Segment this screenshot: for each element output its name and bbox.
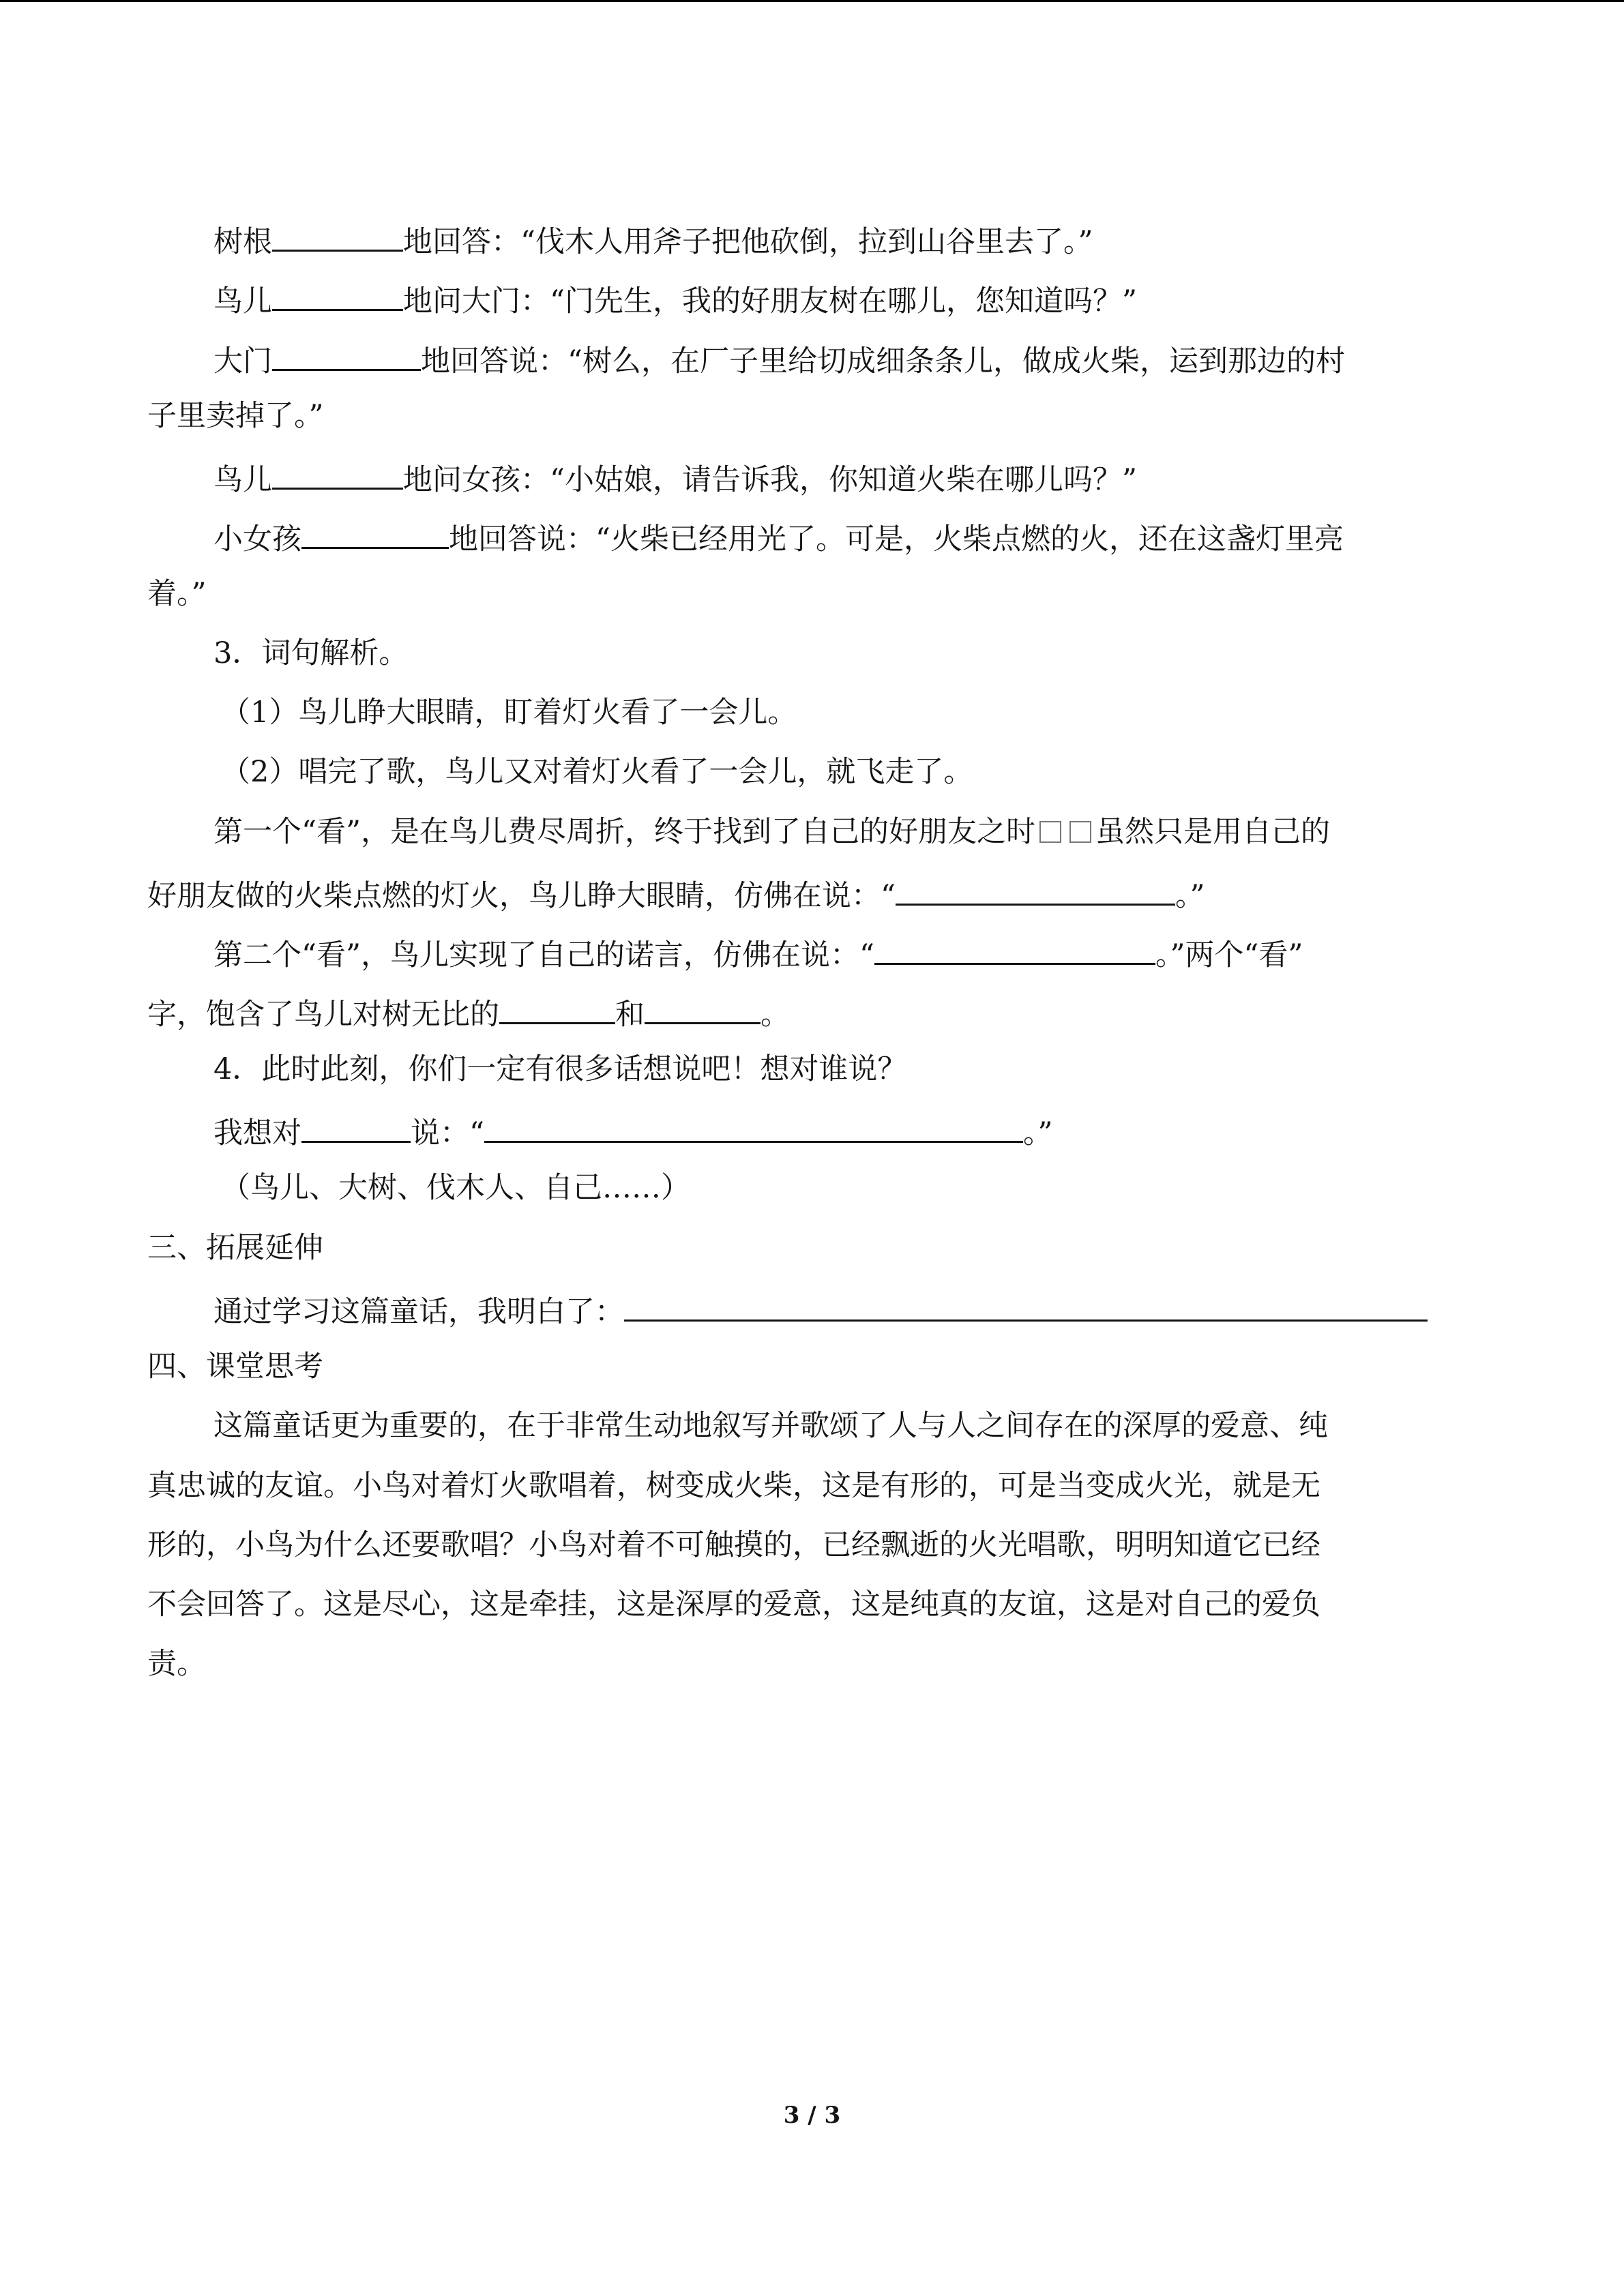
missing-char-box <box>1069 821 1091 843</box>
reflection-line-3: 形的，小鸟为什么还要歌唱？小鸟对着不可触摸的，已经飘逝的火光唱歌，明明知道它已经 <box>147 1528 1320 1562</box>
top-rule <box>0 0 1624 2</box>
sentence-2: （2）唱完了歌，鸟儿又对着灯火看了一会儿，就飞走了。 <box>221 755 973 789</box>
sentence-1: （1）鸟儿睁大眼睛，盯着灯火看了一会儿。 <box>221 696 797 730</box>
reflection-line-4: 不会回答了。这是尽心，这是牵挂，这是深厚的爱意，这是纯真的友谊，这是对自己的爱负 <box>147 1587 1320 1622</box>
analysis-line-1: 第一个“看”，是在鸟儿费尽周折，终于找到了自己的好朋友之时 虽然只是用自己的 <box>213 815 1330 849</box>
dialogue-line-4: 鸟儿 地问女孩：“小姑娘，请告诉我，你知道火柴在哪儿吗？” <box>213 455 1137 501</box>
answer-blank[interactable] <box>896 871 1175 906</box>
analysis-line-4: 字，饱含了鸟儿对树无比的 和 。 <box>147 989 790 1035</box>
analysis-line-3: 第二个“看”，鸟儿实现了自己的诺言，仿佛在说：“ 。”两个“看” <box>213 930 1303 976</box>
answer-blank[interactable] <box>645 989 761 1024</box>
answer-blank[interactable] <box>272 336 421 371</box>
question-3-heading: 3．词句解析。 <box>213 636 409 670</box>
dialogue-line-2: 鸟儿 地问大门：“门先生，我的好朋友树在哪儿，您知道吗？” <box>213 276 1137 322</box>
extension-line: 通过学习这篇童话，我明白了： <box>213 1287 1428 1332</box>
analysis-line-2: 好朋友做的火柴点燃的灯火，鸟儿睁大眼睛，仿佛在说：“ 。” <box>147 871 1205 916</box>
question-4-answer: 我想对 说：“ 。” <box>213 1108 1052 1154</box>
answer-blank[interactable] <box>272 455 403 490</box>
answer-blank[interactable] <box>272 217 403 252</box>
answer-blank[interactable] <box>272 276 403 311</box>
reflection-line-5: 责。 <box>147 1647 206 1681</box>
answer-blank[interactable] <box>499 989 615 1024</box>
answer-blank[interactable] <box>301 514 449 549</box>
missing-char-box <box>1039 821 1061 843</box>
section-reflection-heading: 四、课堂思考 <box>147 1350 323 1384</box>
answer-blank[interactable] <box>874 930 1155 965</box>
reflection-line-2: 真忠诚的友谊。小鸟对着灯火歌唱着，树变成火柴，这是有形的，可是当变成火光，就是无 <box>147 1469 1320 1503</box>
answer-blank[interactable] <box>484 1108 1023 1143</box>
dialogue-line-5: 小女孩 地回答说：“火柴已经用光了。可是，火柴点燃的火，还在这盏灯里亮 <box>213 514 1344 560</box>
dialogue-line-3-cont: 子里卖掉了。” <box>147 399 324 433</box>
section-extension-heading: 三、拓展延伸 <box>147 1231 323 1265</box>
dialogue-line-1: 树根 地回答：“伐木人用斧子把他砍倒，拉到山谷里去了。” <box>213 217 1093 263</box>
question-4-heading: 4．此时此刻，你们一定有很多话想说吧！想对谁说？ <box>213 1052 907 1086</box>
reflection-line-1: 这篇童话更为重要的，在于非常生动地叙写并歌颂了人与人之间存在的深厚的爱意、纯 <box>213 1409 1328 1443</box>
page-number: 3 / 3 <box>783 2102 841 2129</box>
answer-blank[interactable] <box>301 1108 411 1143</box>
question-4-hint: （鸟儿、大树、伐木人、自己……） <box>221 1171 690 1205</box>
answer-blank[interactable] <box>624 1287 1428 1322</box>
dialogue-line-5-cont: 着。” <box>147 577 207 611</box>
dialogue-line-3: 大门 地回答说：“树么，在厂子里给切成细条条儿，做成火柴，运到那边的村 <box>213 336 1345 382</box>
